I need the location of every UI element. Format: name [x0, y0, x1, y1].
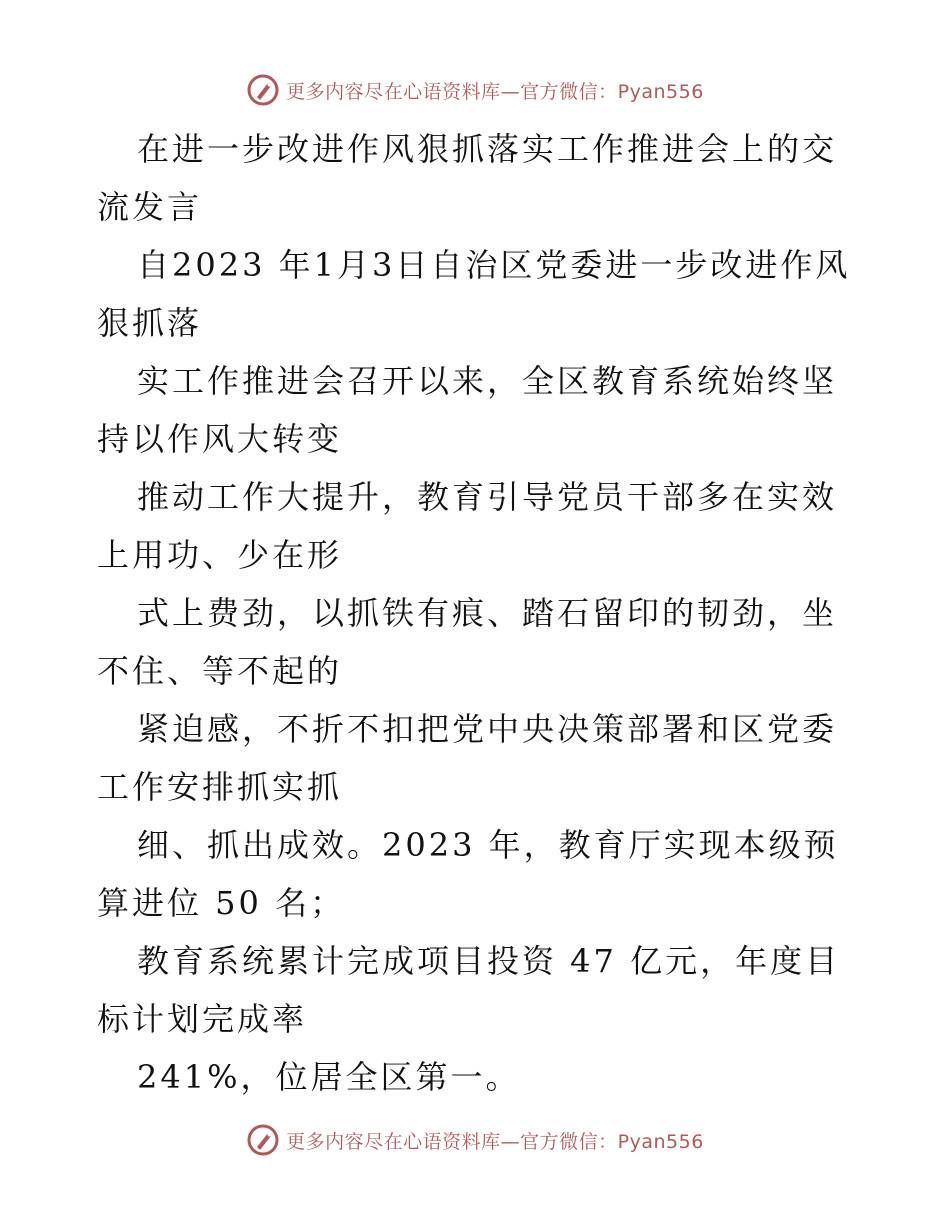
paragraph: 细、抓出成效。2023 年，教育厅实现本级预算进位 50 名； — [97, 826, 839, 922]
header-watermark-text: 更多内容尽在心语资料库—官方微信：Pyan556 — [286, 80, 704, 103]
header-watermark-banner — [0, 68, 950, 112]
pen-nib-logo-icon — [246, 73, 280, 107]
footer-watermark-text: 更多内容尽在心语资料库—官方微信：Pyan556 — [286, 1130, 704, 1153]
document-body — [97, 120, 857, 1106]
paragraph: 推动工作大提升，教育引导党员干部多在实效上用功、少在形 — [97, 478, 838, 574]
paragraph: 式上费劲，以抓铁有痕、踏石留印的韧劲，坐不住、等不起的 — [97, 594, 838, 690]
paragraph: 教育系统累计完成项目投资 47 亿元，年度目标计划完成率 — [97, 942, 841, 1038]
document-title-paragraph: 在进一步改进作风狠抓落实工作推进会上的交流发言 — [97, 130, 838, 226]
paragraph: 自2023 年1月3日自治区党委进一步改进作风狠抓落 — [97, 246, 851, 342]
footer-watermark-banner — [0, 1118, 950, 1162]
paragraph: 241%，位居全区第一。 — [137, 1058, 521, 1096]
paragraph: 实工作推进会召开以来，全区教育系统始终坚持以作风大转变 — [97, 362, 838, 458]
paragraph: 紧迫感，不折不扣把党中央决策部署和区党委工作安排抓实抓 — [97, 710, 838, 806]
pen-nib-logo-icon — [246, 1123, 280, 1157]
